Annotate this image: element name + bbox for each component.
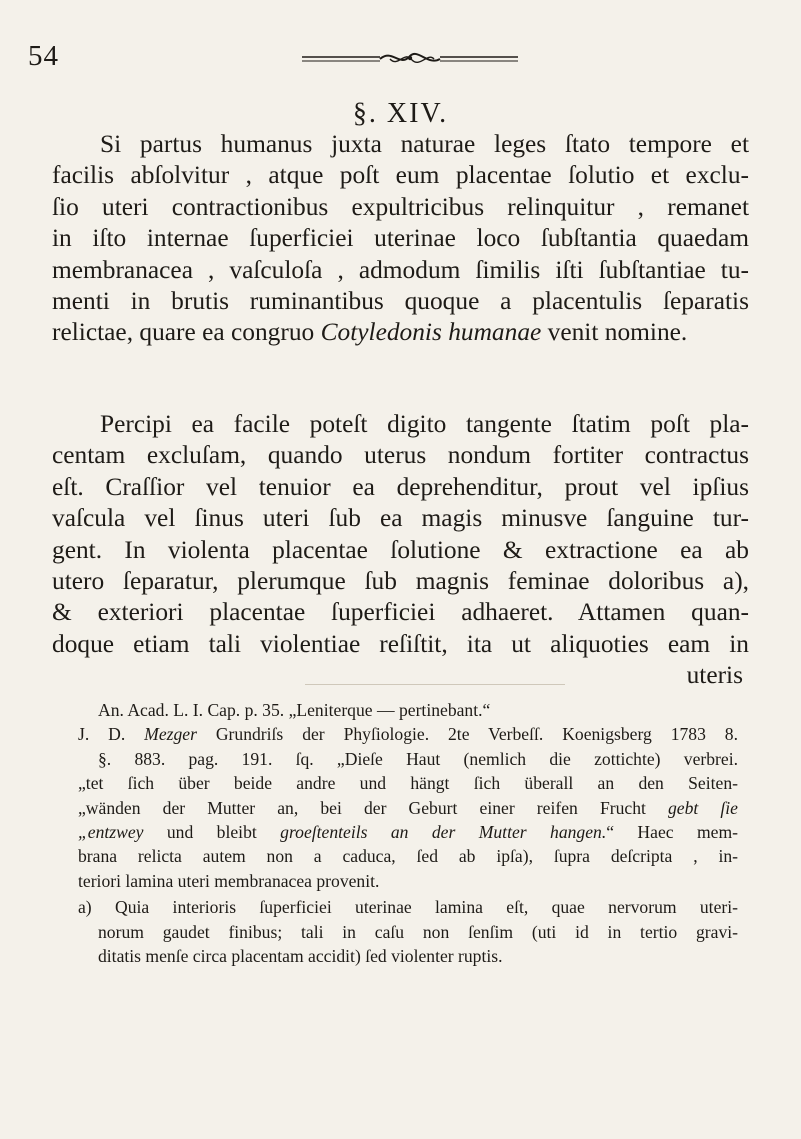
text-line: utero ſeparatur, plerumque ſub magnis feminae doloribus a), xyxy=(52,567,749,596)
text-fragment: und bleibt xyxy=(143,822,281,843)
text-fragment: venit nomine. xyxy=(541,318,688,347)
text-line: eſt. Craſſior vel tenuior ea deprehenditur, prout vel ipſius xyxy=(52,472,749,501)
text-line: centam excluſam, quando uterus nondum fortiter contractus xyxy=(52,441,749,470)
section-heading: §. XIV. xyxy=(352,98,449,129)
text-fragment: Grundriſs der Phyſiologie. 2te Verbeſſ. Koenigsberg 1783 8. xyxy=(196,724,738,745)
paragraph-2 xyxy=(52,409,749,692)
footnote-a-line: ditatis menſe circa placentam accidit) ſed violenter ruptis. xyxy=(98,946,503,967)
footnote-line: An. Acad. L. I. Cap. p. 35. „Leniterque — pertinebant.“ xyxy=(98,700,491,720)
text-fragment: “ Haec mem- xyxy=(606,822,739,843)
footnote-line xyxy=(78,722,738,746)
italic-term: gebt ſie xyxy=(668,797,738,818)
paragraph-1 xyxy=(52,129,749,349)
text-line: gent. In violenta placentae ſolutione & extractione ea ab xyxy=(52,535,749,564)
italic-term: „entzwey xyxy=(78,822,144,843)
footnotes xyxy=(78,698,738,968)
footnote-line: teriori lamina uteri membranacea provenit. xyxy=(78,870,380,891)
text-line: doque etiam tali violentiae reſiſtit, ita ut aliquoties eam in xyxy=(52,629,749,658)
text-line: Si partus humanus juxta naturae leges ſtato tempore et xyxy=(100,130,749,158)
italic-term: Cotyledonis humanae xyxy=(320,318,542,347)
ornament-rule-icon xyxy=(300,46,520,70)
text-line: menti in brutis ruminantibus quoque a placentulis ſeparatis xyxy=(52,287,749,316)
text-line: ſio uteri contractionibus expultricibus relinquitur , remanet xyxy=(52,192,749,221)
footnote-a-line: norum gaudet finibus; tali in caſu non ſenſim (uti id in tertio gravi- xyxy=(98,921,738,942)
footnote-line xyxy=(78,796,738,820)
footnote-line: „tet ſich über beide andre und hängt ſich überall an den Seiten- xyxy=(78,773,738,794)
text-line: in iſto internae ſuperficiei uterinae loco ſubſtantia quaedam xyxy=(52,224,749,253)
text-line: membranacea , vaſculoſa , admodum ſimilis iſti ſubſtantiae tu- xyxy=(52,255,749,284)
text-line: & exteriori placentae ſuperficiei adhaeret. Attamen quan- xyxy=(52,598,749,627)
italic-term: Mezger xyxy=(144,724,197,745)
text-fragment: relictae, quare ea congruo xyxy=(52,318,321,347)
catchword: uteris xyxy=(686,661,743,690)
footnote-line xyxy=(78,820,738,844)
footnote-divider xyxy=(305,684,565,685)
page-number: 54 xyxy=(28,40,59,72)
text-line: facilis abſolvitur , atque poſt eum placentae ſolutio et exclu- xyxy=(52,161,749,190)
text-fragment: „wänden der Mutter an, bei der Geburt einer reifen Frucht xyxy=(78,797,668,818)
text-fragment: J. D. xyxy=(78,724,145,745)
text-line: vaſcula vel ſinus uteri ſub ea magis minusve ſanguine tur- xyxy=(52,504,749,533)
footnote-a-line: a) Quia interioris ſuperficiei uterinae lamina eſt, quae nervorum uteri- xyxy=(78,897,738,918)
italic-term: groeſtenteils an der Mutter hangen. xyxy=(280,822,607,843)
footnote-line: brana relicta autem non a caduca, ſed ab ipſa), ſupra deſcripta , in- xyxy=(78,846,738,867)
text-line xyxy=(52,317,749,348)
text-line: Percipi ea facile poteſt digito tangente ſtatim poſt pla- xyxy=(100,410,749,438)
footnote-line: §. 883. pag. 191. ſq. „Dieſe Haut (nemlich die zottichte) verbrei. xyxy=(98,748,738,769)
